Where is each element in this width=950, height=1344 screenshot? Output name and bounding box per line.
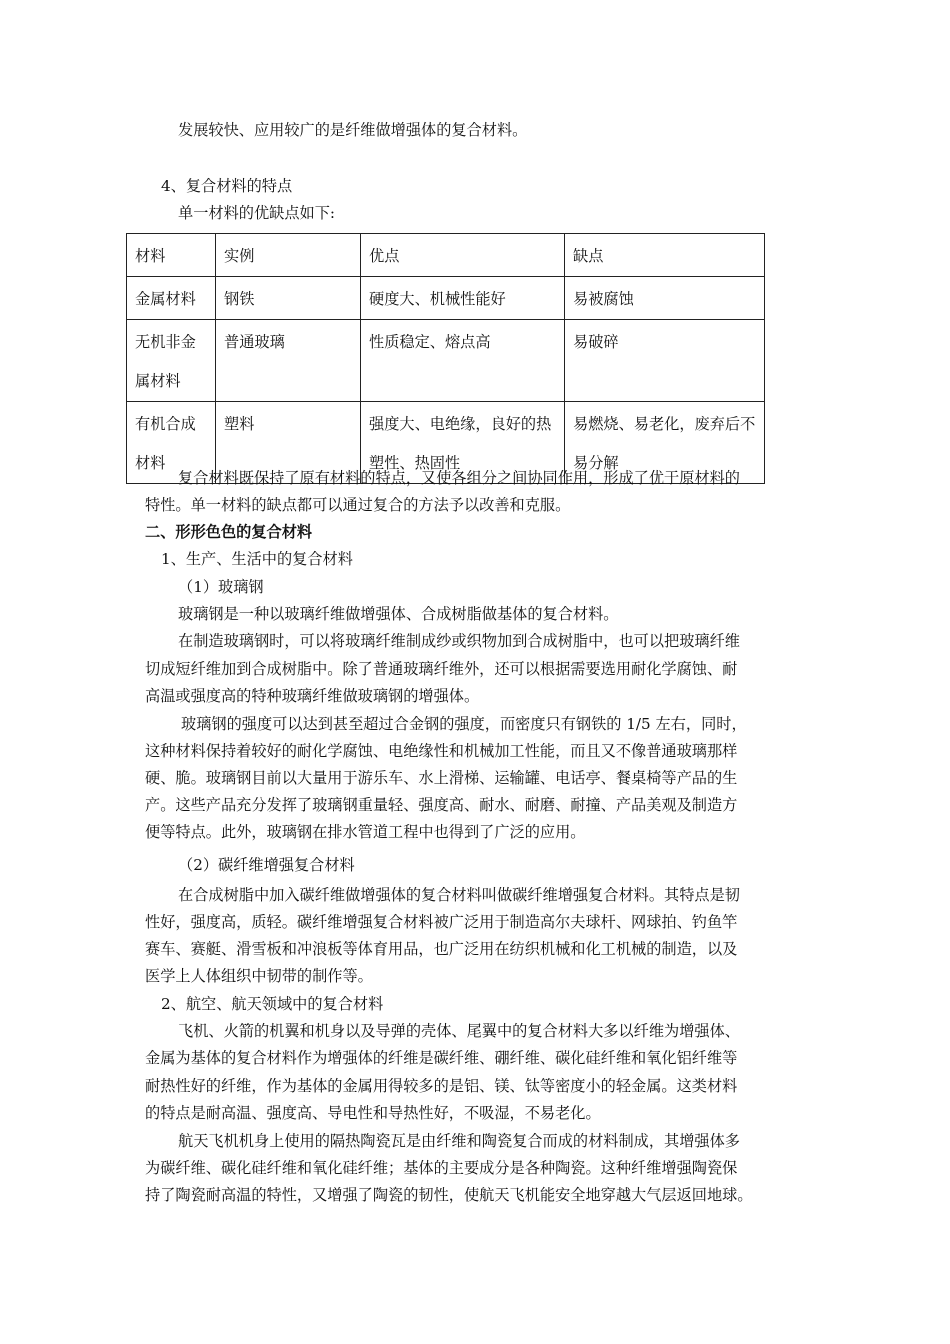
paragraph-line: 切成短纤维加到合成树脂中。除了普通玻璃纤维外，还可以根据需要选用耐化学腐蚀、耐 — [145, 660, 738, 678]
table-header-cell: 缺点 — [565, 234, 765, 277]
paragraph-line: 在制造玻璃钢时，可以将玻璃纤维制成纱或织物加到合成树脂中，也可以把玻璃纤维 — [178, 632, 740, 650]
section-heading: 4、复合材料的特点 — [161, 177, 293, 195]
section-heading: 二、形形色色的复合材料 — [145, 523, 313, 541]
paragraph-line: 为碳纤维、碳化硅纤维和氧化硅纤维；基体的主要成分是各种陶瓷。这种纤维增强陶瓷保 — [145, 1159, 738, 1177]
table-cell: 有机合成材料 — [127, 402, 216, 484]
table-cell: 易燃烧、易老化，废弃后不易分解 — [565, 402, 765, 484]
table-cell: 硬度大、机械性能好 — [361, 277, 565, 320]
table-cell: 易破碎 — [565, 320, 765, 402]
paragraph-line: 性好，强度高，质轻。碳纤维增强复合材料被广泛用于制造高尔夫球杆、网球拍、钓鱼竿 — [145, 913, 738, 931]
subsection-heading: 1、生产、生活中的复合材料 — [161, 550, 353, 568]
subsection-heading: （1）玻璃钢 — [178, 578, 264, 596]
paragraph-line: 这种材料保持着较好的耐化学腐蚀、电绝缘性和机械加工性能，而且又不像普通玻璃那样 — [145, 742, 738, 760]
paragraph-line: 赛车、赛艇、滑雪板和冲浪板等体育用品，也广泛用在纺织机械和化工机械的制造，以及 — [145, 940, 738, 958]
table-cell: 无机非金属材料 — [127, 320, 216, 402]
paragraph-line: 硬、脆。玻璃钢目前以大量用于游乐车、水上滑梯、运输罐、电话亭、餐桌椅等产品的生 — [145, 769, 738, 787]
paragraph-line: 金属为基体的复合材料作为增强体的纤维是碳纤维、硼纤维、碳化硅纤维和氧化铝纤维等 — [145, 1049, 738, 1067]
paragraph-line: 航天飞机机身上使用的隔热陶瓷瓦是由纤维和陶瓷复合而成的材料制成，其增强体多 — [178, 1132, 740, 1150]
table-row — [127, 320, 765, 402]
table-cell: 性质稳定、熔点高 — [361, 320, 565, 402]
table-cell: 金属材料 — [127, 277, 216, 320]
table-cell: 普通玻璃 — [216, 320, 361, 402]
paragraph-line: 飞机、火箭的机翼和机身以及导弹的壳体、尾翼中的复合材料大多以纤维为增强体、 — [178, 1022, 740, 1040]
paragraph-line: 单一材料的优缺点如下: — [178, 204, 335, 222]
table-cell: 易被腐蚀 — [565, 277, 765, 320]
table-header-cell: 材料 — [127, 234, 216, 277]
table-header-cell: 实例 — [216, 234, 361, 277]
subsection-heading: （2）碳纤维增强复合材料 — [178, 856, 355, 874]
paragraph-line: 耐热性好的纤维，作为基体的金属用得较多的是铝、镁、钛等密度小的轻金属。这类材料 — [145, 1077, 738, 1095]
table-row — [127, 277, 765, 320]
paragraph-line: 便等特点。此外，玻璃钢在排水管道工程中也得到了广泛的应用。 — [145, 823, 586, 841]
table-header-cell: 优点 — [361, 234, 565, 277]
paragraph-line: 玻璃钢的强度可以达到甚至超过合金钢的强度，而密度只有钢铁的 1/5 左右，同时， — [181, 715, 747, 733]
paragraph-line: 玻璃钢是一种以玻璃纤维做增强体、合成树脂做基体的复合材料。 — [178, 605, 619, 623]
paragraph-line: 复合材料既保持了原有材料的特点，又使各组分之间协同作用，形成了优于原材料的 — [178, 469, 740, 487]
materials-table — [126, 233, 765, 484]
paragraph-line: 产。这些产品充分发挥了玻璃钢重量轻、强度高、耐水、耐磨、耐撞、产品美观及制造方 — [145, 796, 738, 814]
table-cell: 塑料 — [216, 402, 361, 484]
paragraph-line: 发展较快、应用较广的是纤维做增强体的复合材料。 — [178, 121, 528, 139]
table-cell: 钢铁 — [216, 277, 361, 320]
paragraph-line: 持了陶瓷耐高温的特性，又增强了陶瓷的韧性，使航天飞机能安全地穿越大气层返回地球。 — [145, 1186, 753, 1204]
subsection-heading: 2、航空、航天领域中的复合材料 — [161, 995, 384, 1013]
paragraph-line: 特性。单一材料的缺点都可以通过复合的方法予以改善和克服。 — [145, 496, 571, 514]
paragraph-line: 医学上人体组织中韧带的制作等。 — [145, 967, 373, 985]
paragraph-line: 的特点是耐高温、强度高、导电性和导热性好，不吸湿，不易老化。 — [145, 1104, 601, 1122]
paragraph-line: 高温或强度高的特种玻璃纤维做玻璃钢的增强体。 — [145, 687, 480, 705]
paragraph-line: 在合成树脂中加入碳纤维做增强体的复合材料叫做碳纤维增强复合材料。其特点是韧 — [178, 886, 740, 904]
table-cell: 强度大、电绝缘，良好的热塑性、热固性 — [361, 402, 565, 484]
table-header-row — [127, 234, 765, 277]
